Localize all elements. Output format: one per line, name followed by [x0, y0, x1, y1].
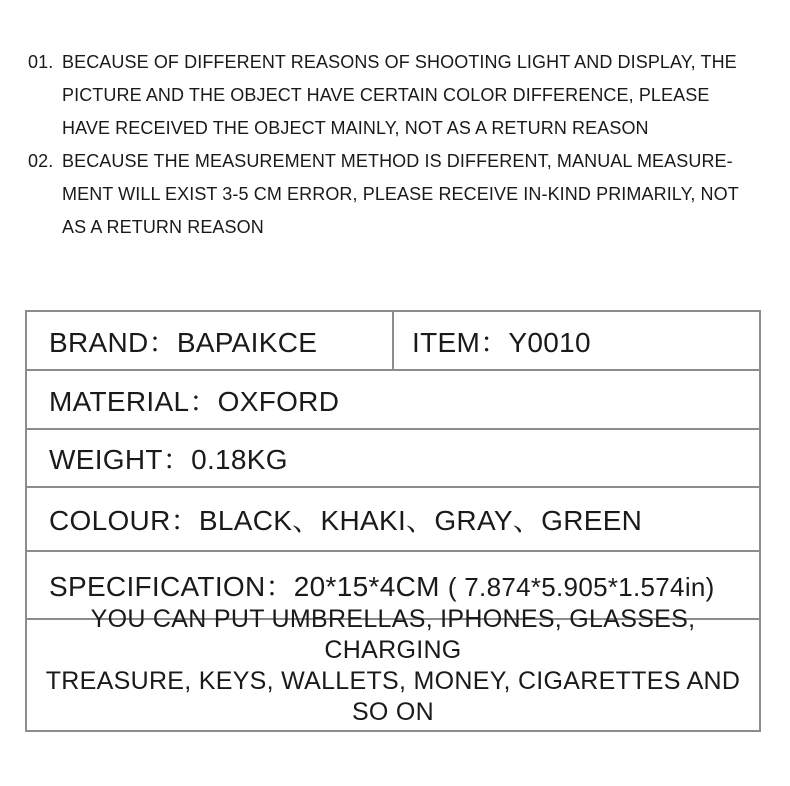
item-cell: ITEM：Y0010: [412, 326, 591, 358]
description-line: TREASURE, KEYS, WALLETS, MONEY, CIGARETTES AND SO ON: [45, 667, 741, 726]
brand-item-row: [27, 312, 759, 371]
material-row: [27, 371, 759, 430]
note-number: 02.: [28, 151, 54, 171]
note-number: 01.: [28, 52, 54, 72]
brand-cell: BRAND：BAPAIKCE: [27, 312, 394, 369]
description-row: [27, 605, 759, 730]
description-line: YOU CAN PUT UMBRELLAS, IPHONES, GLASSES, CHARGING: [90, 605, 696, 664]
colour-cell: COLOUR：BLACK、KHAKI、GRAY、GREEN: [49, 505, 643, 536]
material-cell: MATERIAL：OXFORD: [49, 385, 340, 417]
specification-value: SPECIFICATION：20*15*4CM: [49, 571, 440, 602]
note-2: [28, 145, 768, 244]
note-text: BECAUSE OF DIFFERENT REASONS OF SHOOTING LIGHT AND DISPLAY, THE PICTURE AND THE OBJECT HAVE CERTAIN COLOR DIFFERENCE, PLEASE HAVE RECEIVED THE OBJECT MAINLY, NOT AS A RETURN REASON: [62, 52, 737, 138]
specification-cell: [27, 565, 715, 605]
description-text: [27, 604, 759, 728]
weight-row: [27, 430, 759, 488]
spec-table: [25, 310, 761, 732]
notes-section: [28, 46, 768, 244]
colour-row: [27, 488, 759, 552]
specification-inches: ( 7.874*5.905*1.574in): [447, 572, 715, 602]
weight-cell: WEIGHT：0.18KG: [49, 444, 288, 475]
note-text: BECAUSE THE MEASUREMENT METHOD IS DIFFERENT, MANUAL MEASURE-MENT WILL EXIST 3-5 CM ERROR, PLEASE RECEIVE IN-KIND PRIMARILY, NOT AS A RETURN REASON: [62, 151, 739, 237]
note-1: [28, 46, 768, 145]
